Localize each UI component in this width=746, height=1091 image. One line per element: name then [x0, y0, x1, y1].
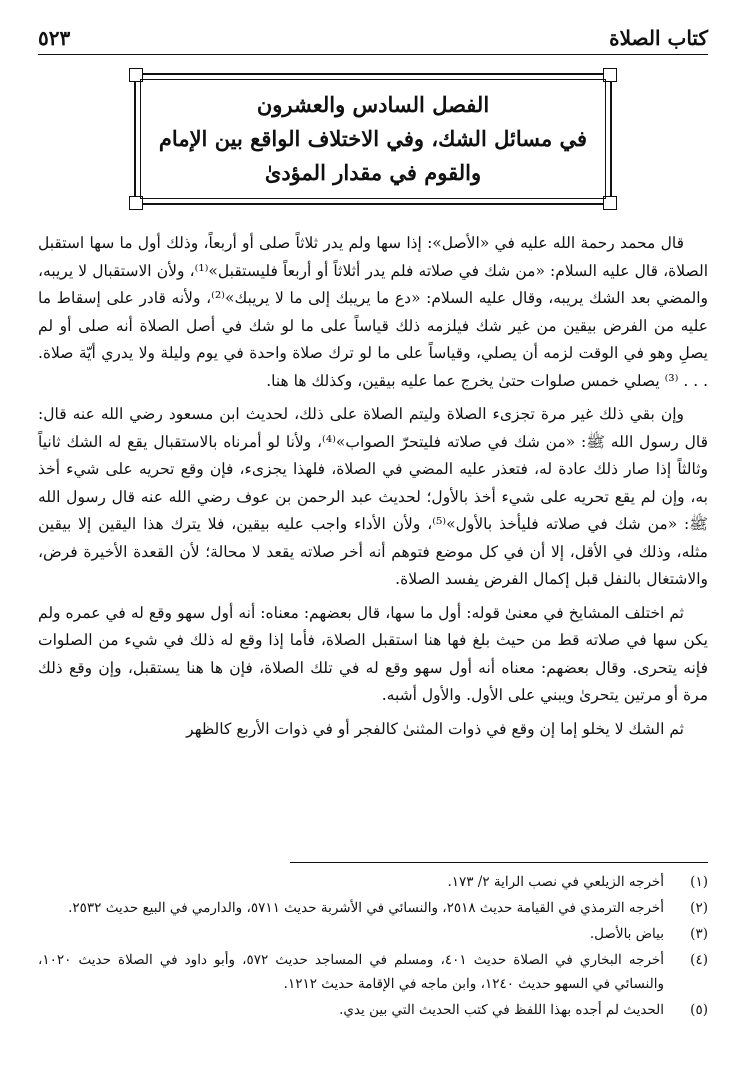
chapter-title-line-2: في مسائل الشك، وفي الاختلاف الواقع بين الإمام — [158, 126, 588, 151]
footnote — [38, 998, 708, 1022]
footnote-text: أخرجه البخاري في الصلاة حديث ٤٠١، ومسلم في المساجد حديث ٥٧٢، وأبو داود في الصلاة حديث ١٠٢٠، والنسائي في السهو حديث ١٢٤٠، وابن ماجه في الإقامة حديث ١٢١٢. — [38, 952, 664, 992]
footnote-number: (١) — [690, 874, 708, 890]
footnote — [38, 922, 708, 946]
footnote-text: أخرجه الترمذي في القيامة حديث ٢٥١٨، والنسائي في الأشربة حديث ٥٧١١، والدارمي في البيع حديث ٢٥٣٢. — [68, 900, 664, 916]
footnote-number: (٤) — [690, 952, 708, 968]
page-number: ٥٢٣ — [38, 26, 71, 50]
footnotes — [38, 870, 708, 1024]
chapter-title-line-3: والقوم في مقدار المؤدىٰ — [264, 160, 482, 185]
footnote-text: أخرجه الزيلعي في نصب الراية ٢/ ١٧٣. — [447, 874, 664, 890]
footnote-separator — [290, 862, 708, 863]
footnote-text: بياض بالأصل. — [589, 926, 664, 942]
chapter-title-frame — [134, 73, 612, 205]
footnote-number: (٣) — [690, 926, 708, 942]
footnote-number: (٢) — [690, 900, 708, 916]
page-header — [38, 14, 708, 55]
footnote — [38, 870, 708, 894]
paragraph-2: وإن بقي ذلك غير مرة تجزىء الصلاة وليتم الصلاة على ذلك، لحديث ابن مسعود رضي الله عنه قال: قال رسول الله ﷺ: «من شك في صلاته فليتحرّ الصواب»⁽⁴⁾، ولأنا لو أمرناه بالاستقبال يقع له الشك ثانياً وثالثاً إذا صار ذلك عادة له، فتعذر عليه المضي في الصلاة، فلهذا يجزىء، فإن وقع تحريه على شيء أخذ به، وإن لم يقع تحريه على شيء أخذ بالأول؛ لحديث عبد الرحمن بن عوف رضي الله عنه قال رسول الله ﷺ: «من شك في صلاته فليأخذ بالأول»⁽⁵⁾، ولأن الأداء واجب عليه بيقين، فلا يترك هذا اليقين إلا بيقين مثله، وذلك في الأقل، إلا أن في كل موضع فتوهم أنه أخر صلاته يقعد لا محالة؛ لأن القعدة الأخيرة فرض، والاشتغال بالنفل قبل إكمال الفرض يفسد الصلاة. — [38, 405, 709, 588]
main-text — [38, 230, 708, 749]
paragraph-1: قال محمد رحمة الله عليه في «الأصل»: إذا سها ولم يدر ثلاثاً صلى أو أربعاً، وذلك أول ما سها استقبل الصلاة، قال عليه السلام: «من شك في صلاته فلم يدر أثلاثاً أو أربعاً فليستقبل»⁽¹⁾، ولأن الاستقبال لا يريبه، والمضي بعد الشك يريبه، وقال عليه السلام: «دع ما يريبك إلى ما لا يريبك»⁽²⁾، ولأنه قادر على إسقاط ما عليه من الفرض بيقين من غير شك فيلزمه ذلك قياساً على ما لو شك في أصل الصلاة أنه صلى أو لم يصلِ وهو في الوقت لزمه أن يصلي، وقياساً على ما لو ترك صلاة واحدة في يوم وليلة ولا يدري أيّة صلاة. . . . ⁽³⁾ يصلي خمس صلوات حتىٰ يخرج عما عليه بيقين، وكذلك ها هنا. — [38, 234, 709, 390]
paragraph-3: ثم اختلف المشايخ في معنىٰ قوله: أول ما سها، قال بعضهم: معناه: أنه أول سهو وقع له في عمره ولم يكن سها في صلاته قط من حيث بلغ فها هنا استقبل الصلاة، فأما إذا وقع له ذلك في شيء من الصلوات فإنه يتحرى. وقال بعضهم: معناه أنه أول سهو وقع له في تلك الصلاة، فإن ها هنا يستقبل، وإن وقع ذلك مرة أو مرتين يتحرىٰ ويبني على الأول. والأول أشبه. — [38, 603, 708, 704]
paragraph-4: ثم الشك لا يخلو إما إن وقع في ذوات المثنىٰ كالفجر أو في ذوات الأربع كالظهر — [186, 719, 684, 738]
footnote-text: الحديث لم أجده بهذا اللفظ في كتب الحديث التي بين يدي. — [339, 1002, 664, 1018]
chapter-title-line-1: الفصل السادس والعشرون — [256, 92, 490, 117]
chapter-title-inner — [140, 79, 606, 199]
footnote — [38, 896, 708, 920]
running-title: كتاب الصلاة — [609, 26, 708, 50]
footnote-number: (٥) — [690, 1002, 708, 1018]
footnote — [38, 948, 708, 996]
